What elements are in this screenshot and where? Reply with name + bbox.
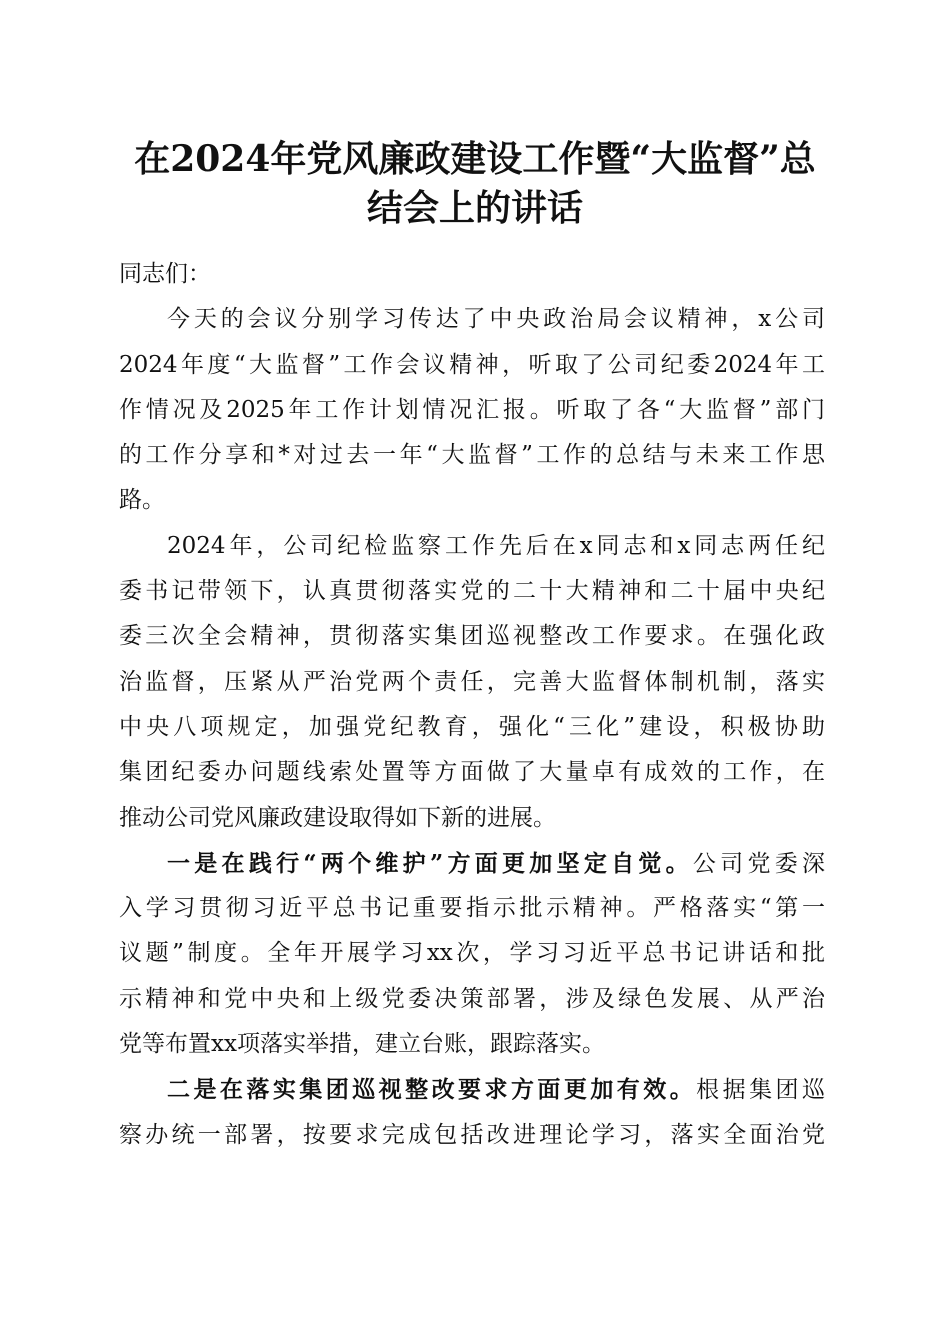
paragraph-lead-heading: 一是在践行“两个维护”方面更加坚定自觉。 (167, 849, 693, 877)
paragraph-line: 今天的会议分别学习传达了中央政治局会议精神，x公司 (167, 306, 825, 333)
paragraph-line: 路。 (119, 487, 165, 514)
document-title (118, 135, 832, 233)
paragraph-line: 作情况及2025年工作计划情况汇报。听取了各“大监督”部门 (119, 396, 825, 423)
paragraph-line: 入学习贯彻习近平总书记重要指示批示精神。严格落实“第一 (119, 895, 825, 922)
title-line-1: 在2024年党风廉政建设工作暨“大监督”总 (134, 138, 816, 180)
paragraph-first-line-rest: 公司党委深 (692, 850, 825, 877)
paragraph-line: 委三次全会精神，贯彻落实集团巡视整改工作要求。在强化政 (119, 623, 825, 650)
paragraph-line: 2024年度“大监督”工作会议精神，听取了公司纪委2024年工 (119, 351, 825, 378)
paragraph-line: 2024年，公司纪检监察工作先后在x同志和x同志两任纪 (167, 532, 825, 559)
paragraph-line: 治监督，压紧从严治党两个责任，完善大监督体制机制，落实 (119, 668, 825, 695)
paragraph-first-line (119, 1067, 825, 1112)
paragraph-2 (119, 524, 825, 841)
paragraph-line: 的工作分享和*对过去一年“大监督”工作的总结与未来工作思 (119, 442, 825, 469)
paragraph-lead-heading: 二是在落实集团巡视整改要求方面更加有效。 (167, 1076, 697, 1104)
paragraph-line: 中央八项规定，加强党纪教育，强化“三化”建设，积极协助 (119, 713, 825, 740)
document-body (119, 252, 825, 1158)
paragraph-line: 示精神和党中央和上级党委决策部署，涉及绿色发展、从严治 (119, 985, 825, 1012)
paragraph-line: 推动公司党风廉政建设取得如下新的进展。 (119, 804, 556, 831)
paragraph-line: 察办统一部署，按要求完成包括改进理论学习，落实全面治党 (119, 1121, 825, 1148)
paragraph-first-line (119, 841, 825, 886)
paragraph-1 (119, 297, 825, 523)
paragraph-3 (119, 841, 825, 1067)
paragraph-line: 委书记带领下，认真贯彻落实党的二十大精神和二十届中央纪 (119, 578, 825, 605)
salutation: 同志们： (119, 261, 211, 287)
paragraph-line: 党等布置xx项落实举措，建立台账，跟踪落实。 (119, 1031, 605, 1058)
title-line-2: 结会上的讲话 (366, 187, 583, 229)
paragraph-first-line-rest: 根据集团巡 (696, 1077, 825, 1104)
paragraph-4 (119, 1067, 825, 1158)
paragraph-line: 集团纪委办问题线索处置等方面做了大量卓有成效的工作，在 (119, 759, 825, 786)
paragraph-line: 议题”制度。全年开展学习xx次，学习习近平总书记讲话和批 (119, 940, 825, 967)
